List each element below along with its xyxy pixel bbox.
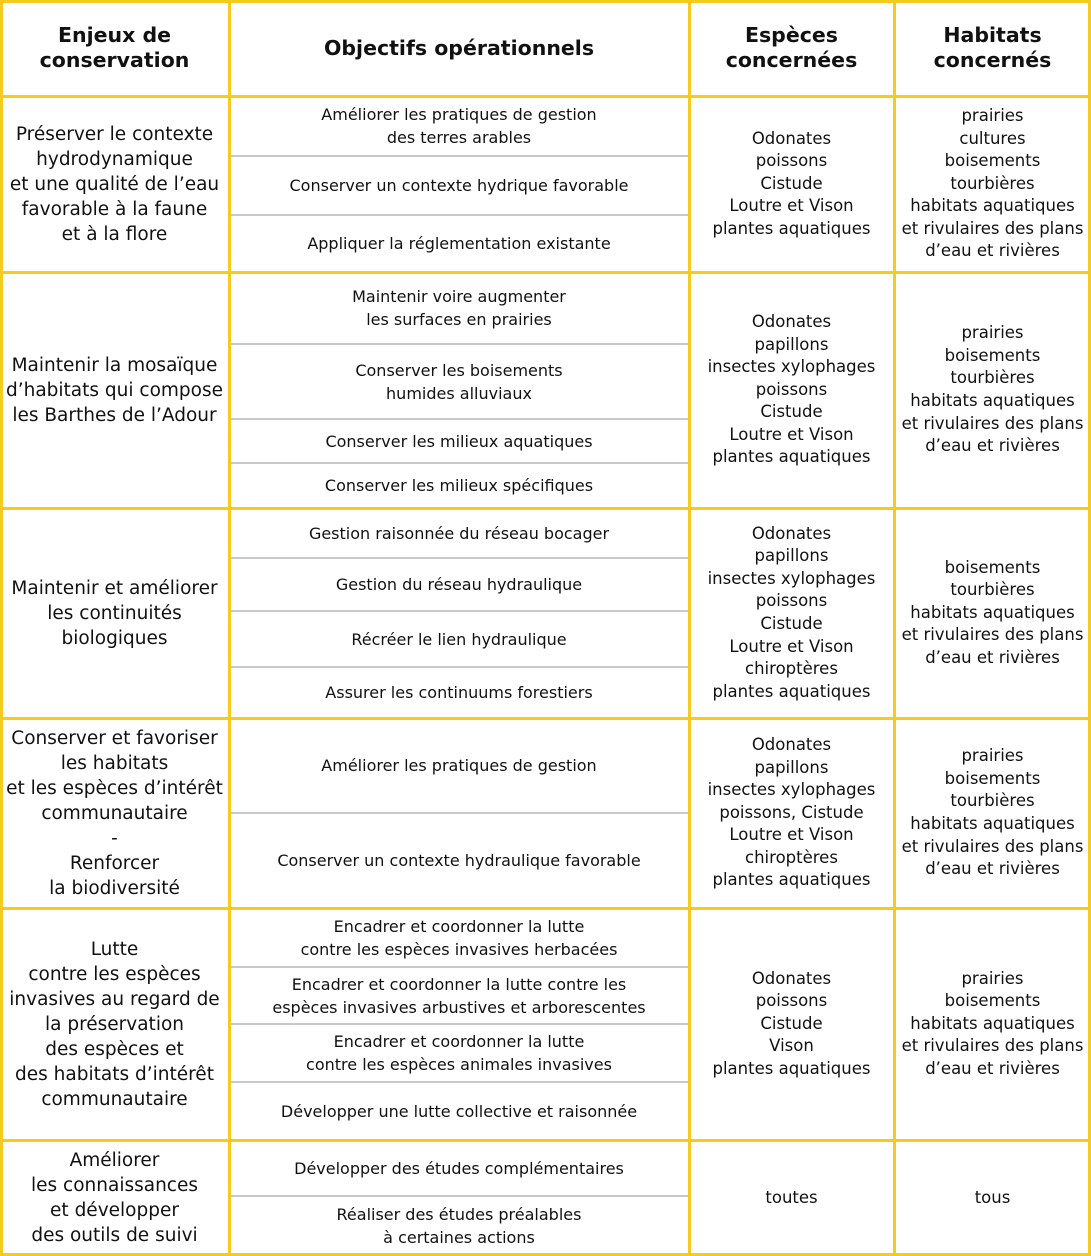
objectif-cell-line: contre les espèces animales invasives: [306, 1055, 612, 1074]
habitats-cell-line: boisements: [944, 151, 1041, 171]
habitats-cell: [894, 508, 1091, 718]
objectif-separator: [229, 610, 689, 612]
habitats-cell-line: et rivulaires des plans: [901, 413, 1084, 433]
objectif-cell: [229, 813, 689, 908]
enjeu-cell-line: la biodiversité: [49, 877, 180, 899]
objectif-cell-line: Développer des études complémentaires: [294, 1158, 624, 1178]
enjeu-cell-line: et les espèces d’intérêt: [6, 777, 223, 799]
enjeu-cell-line: biologiques: [61, 627, 168, 649]
objectif-cell: [229, 667, 689, 718]
especes-cell-line: papillons: [754, 757, 829, 777]
enjeu-cell-line: communautaire: [41, 802, 188, 824]
objectif-cell-line: Encadrer et coordonner la lutte contre les: [291, 974, 627, 994]
enjeu-cell: [0, 508, 229, 718]
objectif-cell: [229, 967, 689, 1024]
header-enjeux: [0, 0, 229, 96]
objectif-cell: [229, 96, 689, 156]
enjeu-cell: [0, 908, 229, 1140]
habitats-cell-line: habitats aquatiques: [910, 602, 1075, 622]
objectif-cell-line: Réaliser des études préalables: [336, 1205, 582, 1224]
especes-cell-line: chiroptères: [745, 659, 838, 679]
especes-cell-line: Odonates: [751, 128, 832, 148]
column-border: [228, 0, 231, 1256]
especes-cell: [689, 96, 894, 272]
especes-cell-line: Vison: [769, 1036, 814, 1056]
header-especes-line: Espèces: [744, 23, 839, 47]
enjeu-cell-line: la préservation: [44, 1013, 184, 1035]
objectif-cell-line: Maintenir voire augmenter: [352, 287, 566, 306]
header-objectifs: [229, 0, 689, 96]
enjeu-cell-line: et développer: [50, 1200, 179, 1221]
objectif-cell: [229, 508, 689, 558]
habitats-cell-line: prairies: [961, 968, 1024, 988]
especes-cell-line: insectes xylophages: [707, 780, 876, 800]
enjeu-cell-line: Préserver le contexte: [15, 123, 214, 145]
objectif-cell-line: les surfaces en prairies: [366, 310, 552, 329]
objectif-separator: [229, 557, 689, 559]
objectif-cell: [229, 1196, 689, 1256]
especes-cell-line: poissons: [755, 151, 828, 171]
row-border: [0, 0, 1091, 3]
especes-cell-line: Cistude: [760, 173, 823, 193]
habitats-cell: [894, 272, 1091, 508]
especes-cell-line: papillons: [754, 334, 829, 354]
row-border: [0, 717, 1091, 720]
habitats-cell-line: d’eau et rivières: [925, 241, 1060, 261]
header-especes: [689, 0, 894, 96]
enjeu-cell-line: Renforcer: [69, 852, 160, 874]
objectif-cell-line: Appliquer la réglementation existante: [307, 234, 611, 253]
objectif-separator: [229, 1195, 689, 1197]
objectif-cell-line: Améliorer les pratiques de gestion: [321, 105, 597, 124]
especes-cell-line: insectes xylophages: [707, 568, 876, 588]
enjeu-cell-line: les habitats: [60, 752, 169, 774]
habitats-cell-line: tourbières: [950, 580, 1035, 600]
header-objectifs-line: Objectifs opérationnels: [323, 35, 595, 60]
objectif-cell: [229, 419, 689, 463]
objectif-cell-line: Gestion raisonnée du réseau bocager: [308, 523, 610, 543]
objectif-separator: [229, 966, 689, 968]
row-border: [0, 907, 1091, 910]
header-enjeux-line: Enjeux de: [57, 23, 172, 47]
objectif-cell: [229, 611, 689, 667]
header-habitats-line: concernés: [933, 48, 1052, 72]
habitats-cell-line: boisements: [944, 557, 1041, 577]
especes-cell-line: Odonates: [751, 311, 832, 331]
especes-cell-line: poissons, Cistude: [719, 802, 864, 822]
especes-cell-line: plantes aquatiques: [712, 447, 871, 467]
habitats-cell: [894, 1140, 1091, 1256]
objectif-cell-line: Conserver un contexte hydrique favorable: [289, 176, 629, 195]
habitats-cell-line: prairies: [961, 105, 1024, 125]
column-border: [688, 0, 691, 1256]
objectif-cell: [229, 718, 689, 813]
row-border: [0, 1139, 1091, 1142]
enjeu-cell-line: les connaissances: [31, 1175, 198, 1196]
habitats-cell-line: prairies: [961, 323, 1024, 343]
objectif-cell: [229, 344, 689, 419]
enjeu-cell: [0, 718, 229, 908]
especes-cell-line: papillons: [754, 546, 829, 566]
habitats-cell-line: et rivulaires des plans: [901, 625, 1084, 645]
habitats-cell-line: habitats aquatiques: [910, 1013, 1075, 1033]
objectif-separator: [229, 666, 689, 668]
enjeu-cell-line: les Barthes de l’Adour: [12, 404, 217, 426]
enjeu-cell-line: et une qualité de l’eau: [9, 173, 220, 195]
objectif-cell: [229, 1140, 689, 1196]
habitats-cell-line: cultures: [959, 128, 1026, 148]
enjeu-cell-line: Maintenir la mosaïque: [11, 354, 218, 376]
especes-cell-line: insectes xylophages: [707, 357, 876, 377]
enjeu-cell: [0, 272, 229, 508]
objectif-cell: [229, 558, 689, 611]
especes-cell-line: Cistude: [760, 1013, 823, 1033]
objectif-cell-line: Gestion du réseau hydraulique: [335, 575, 583, 594]
habitats-cell-line: d’eau et rivières: [925, 859, 1060, 879]
habitats-cell-line: prairies: [961, 746, 1024, 766]
especes-cell-line: Cistude: [760, 402, 823, 422]
habitats-cell: [894, 718, 1091, 908]
objectif-separator: [229, 1023, 689, 1025]
objectif-cell-line: Conserver les milieux aquatiques: [325, 431, 593, 451]
especes-cell-line: poissons: [755, 379, 828, 399]
habitats-cell: [894, 908, 1091, 1140]
especes-cell-line: plantes aquatiques: [712, 681, 871, 701]
enjeu-cell-line: des espèces et: [45, 1038, 184, 1060]
objectif-cell-line: Améliorer les pratiques de gestion: [321, 756, 597, 775]
objectif-cell-line: Conserver un contexte hydraulique favorable: [277, 851, 641, 870]
habitats-cell-line: habitats aquatiques: [910, 391, 1075, 410]
enjeu-cell-line: d’habitats qui compose: [5, 379, 223, 401]
objectif-cell: [229, 1082, 689, 1140]
enjeu-cell-line: contre les espèces: [28, 963, 201, 985]
row-border: [0, 95, 1091, 98]
especes-cell: [689, 272, 894, 508]
objectif-cell-line: contre les espèces invasives herbacées: [300, 939, 618, 959]
enjeu-cell-line: des habitats d’intérêt: [15, 1063, 214, 1085]
enjeu-cell-line: -: [111, 827, 118, 849]
habitats-cell-line: boisements: [944, 991, 1041, 1011]
habitats-cell-line: et rivulaires des plans: [901, 836, 1084, 856]
enjeu-cell-line: Améliorer: [69, 1150, 160, 1171]
especes-cell-line: Loutre et Vison: [729, 636, 854, 656]
objectif-cell-line: à certaines actions: [383, 1228, 535, 1247]
objectif-cell-line: Développer une lutte collective et raisonnée: [280, 1101, 638, 1121]
especes-cell-line: toutes: [765, 1187, 818, 1207]
enjeu-cell-line: hydrodynamique: [36, 148, 193, 170]
enjeu-cell: [0, 96, 229, 272]
enjeu-cell-line: Maintenir et améliorer: [11, 577, 218, 599]
enjeu-cell-line: des outils de suivi: [31, 1225, 198, 1246]
objectif-cell-line: Conserver les boisements: [355, 360, 563, 380]
enjeu-cell-line: invasives au regard de: [9, 988, 220, 1010]
especes-cell-line: plantes aquatiques: [712, 870, 871, 890]
especes-cell: [689, 508, 894, 718]
objectif-cell: [229, 156, 689, 215]
habitats-cell-line: d’eau et rivières: [925, 1058, 1060, 1078]
especes-cell-line: Loutre et Vison: [729, 424, 854, 444]
header-enjeux-line: conservation: [39, 48, 190, 72]
header-habitats-line: Habitats: [943, 23, 1042, 47]
enjeu-cell-line: communautaire: [41, 1088, 188, 1110]
enjeu-cell-line: les continuités: [47, 602, 182, 624]
objectif-separator: [229, 155, 689, 157]
row-border: [0, 271, 1091, 274]
objectif-separator: [229, 462, 689, 464]
header-habitats: [894, 0, 1091, 96]
especes-cell-line: Odonates: [751, 968, 832, 988]
enjeu-cell-line: et à la flore: [61, 223, 168, 245]
objectif-cell: [229, 272, 689, 344]
especes-cell-line: Loutre et Vison: [729, 825, 854, 845]
objectif-cell: [229, 215, 689, 272]
objectif-cell-line: Assurer les continuums forestiers: [325, 683, 593, 702]
habitats-cell-line: boisements: [944, 768, 1041, 788]
objectif-cell-line: espèces invasives arbustives et arborescentes: [272, 997, 646, 1017]
header-especes-line: concernées: [725, 48, 858, 72]
objectif-cell-line: des terres arables: [386, 128, 532, 147]
especes-cell-line: plantes aquatiques: [712, 218, 871, 238]
objectif-cell-line: Récréer le lien hydraulique: [351, 629, 567, 649]
habitats-cell-line: habitats aquatiques: [910, 196, 1075, 216]
objectif-cell: [229, 908, 689, 967]
column-border: [893, 0, 896, 1256]
especes-cell-line: chiroptères: [745, 847, 838, 867]
especes-cell-line: poissons: [755, 991, 828, 1011]
habitats-cell-line: boisements: [944, 345, 1041, 365]
especes-cell: [689, 718, 894, 908]
especes-cell: [689, 908, 894, 1140]
habitats-cell-line: tous: [974, 1187, 1011, 1207]
habitats-cell-line: d’eau et rivières: [925, 647, 1060, 667]
habitats-cell-line: tourbières: [950, 368, 1035, 388]
objectif-separator: [229, 418, 689, 420]
objectif-separator: [229, 812, 689, 814]
objectif-separator: [229, 343, 689, 345]
habitats-cell-line: tourbières: [950, 791, 1035, 811]
especes-cell-line: Odonates: [751, 734, 832, 754]
enjeu-cell: [0, 1140, 229, 1256]
column-border: [0, 0, 3, 1256]
enjeu-cell-line: favorable à la faune: [21, 198, 208, 220]
row-border: [0, 507, 1091, 510]
especes-cell: [689, 1140, 894, 1256]
objectif-cell-line: humides alluviaux: [386, 383, 532, 403]
objectif-cell: [229, 463, 689, 508]
habitats-cell-line: tourbières: [950, 173, 1035, 193]
habitats-cell-line: d’eau et rivières: [925, 436, 1060, 456]
objectif-cell: [229, 1024, 689, 1082]
habitats-cell-line: et rivulaires des plans: [901, 1036, 1084, 1056]
especes-cell-line: poissons: [755, 591, 828, 611]
habitats-cell-line: habitats aquatiques: [910, 814, 1075, 833]
objectif-separator: [229, 1081, 689, 1083]
objectif-separator: [229, 214, 689, 216]
especes-cell-line: Odonates: [751, 523, 832, 543]
enjeu-cell-line: Lutte: [90, 938, 139, 960]
especes-cell-line: Cistude: [760, 614, 823, 633]
habitats-cell: [894, 96, 1091, 272]
enjeu-cell-line: Conserver et favoriser: [11, 727, 218, 749]
especes-cell-line: plantes aquatiques: [712, 1058, 871, 1078]
objectif-cell-line: Encadrer et coordonner la lutte: [333, 916, 585, 936]
objectif-cell-line: Encadrer et coordonner la lutte: [333, 1032, 585, 1051]
habitats-cell-line: et rivulaires des plans: [901, 218, 1084, 238]
especes-cell-line: Loutre et Vison: [729, 196, 854, 216]
objectif-cell-line: Conserver les milieux spécifiques: [324, 476, 594, 495]
